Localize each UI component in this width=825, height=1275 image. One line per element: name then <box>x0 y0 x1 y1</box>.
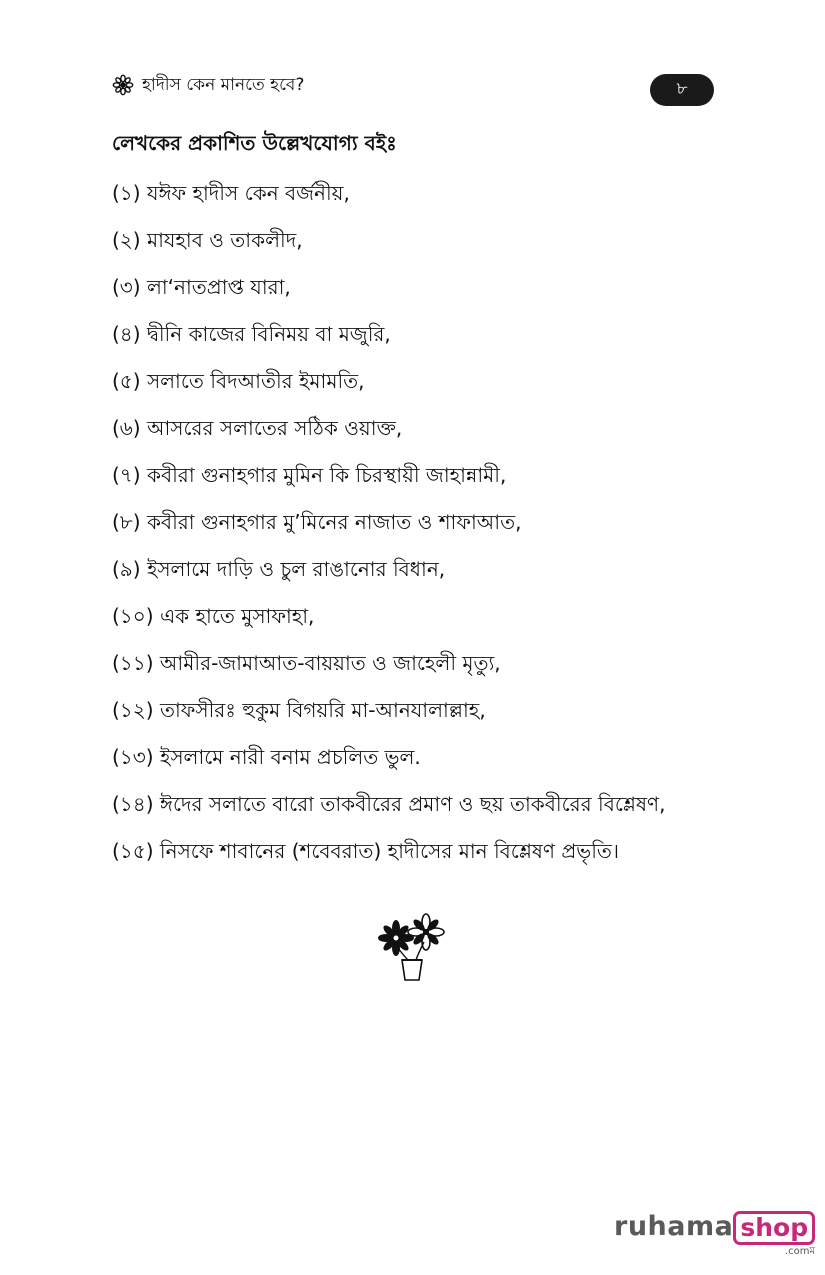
running-header <box>112 74 304 96</box>
list-item: (৫) সলাতে বিদআতীর ইমামতি, <box>112 369 365 393</box>
page-number: ৮ <box>676 79 688 99</box>
brand-name: ruhama <box>614 1211 734 1242</box>
list-item: (৯) ইসলামে দাড়ি ও চুল রাঙানোর বিধান, <box>112 557 446 581</box>
list-item: (৩) লা‘নাতপ্রাপ্ত যারা, <box>112 275 291 299</box>
list-item: (৮) কবীরা গুনাহগার মু’মিনের নাজাত ও শাফাআত, <box>112 510 522 534</box>
flower-pot-icon <box>376 912 448 984</box>
brand-shop-group <box>733 1210 815 1258</box>
header-title: হাদীস কেন মানতে হবে? <box>142 75 305 95</box>
brand-domain <box>785 1246 815 1258</box>
brand-domain-suffix: ম <box>809 1246 816 1257</box>
list-item: (১) যঈফ হাদীস কেন বর্জনীয়, <box>112 181 350 205</box>
list-item: (২) মাযহাব ও তাকলীদ, <box>112 228 303 252</box>
brand-shop-label: shop <box>733 1211 815 1245</box>
list-item: (১৩) ইসলামে নারী বনাম প্রচলিত ভুল. <box>112 745 421 769</box>
floral-ornament-icon <box>112 74 134 96</box>
list-item: (৬) আসরের সলাতের সঠিক ওয়াক্ত, <box>112 416 403 440</box>
page-number-badge <box>650 74 714 106</box>
list-item: (১৫) নিসফে শাবানের (শবেবরাত) হাদীসের মান বিশ্লেষণ প্রভৃতি। <box>112 839 620 863</box>
list-item: (৭) কবীরা গুনাহগার মুমিন কি চিরস্থায়ী জাহান্নামী, <box>112 463 507 487</box>
brand-domain-text: .com <box>784 1246 810 1257</box>
section-heading: লেখকের প্রকাশিত উল্লেখযোগ্য বইঃ <box>112 131 397 155</box>
list-item: (১১) আমীর-জামাআত-বায়য়াত ও জাহেলী মৃত্যু, <box>112 651 501 675</box>
list-item: (১৪) ঈদের সলাতে বারো তাকবীরের প্রমাণ ও ছয় তাকবীরের বিশ্লেষণ, <box>112 792 666 816</box>
list-item: (১২) তাফসীরঃ হুকুম বিগয়রি মা-আনযালাল্লাহ, <box>112 698 486 722</box>
brand-watermark <box>614 1210 815 1258</box>
list-item: (৪) দ্বীনি কাজের বিনিময় বা মজুরি, <box>112 322 391 346</box>
list-item: (১০) এক হাতে মুসাফাহা, <box>112 604 315 628</box>
book-list <box>112 180 665 885</box>
